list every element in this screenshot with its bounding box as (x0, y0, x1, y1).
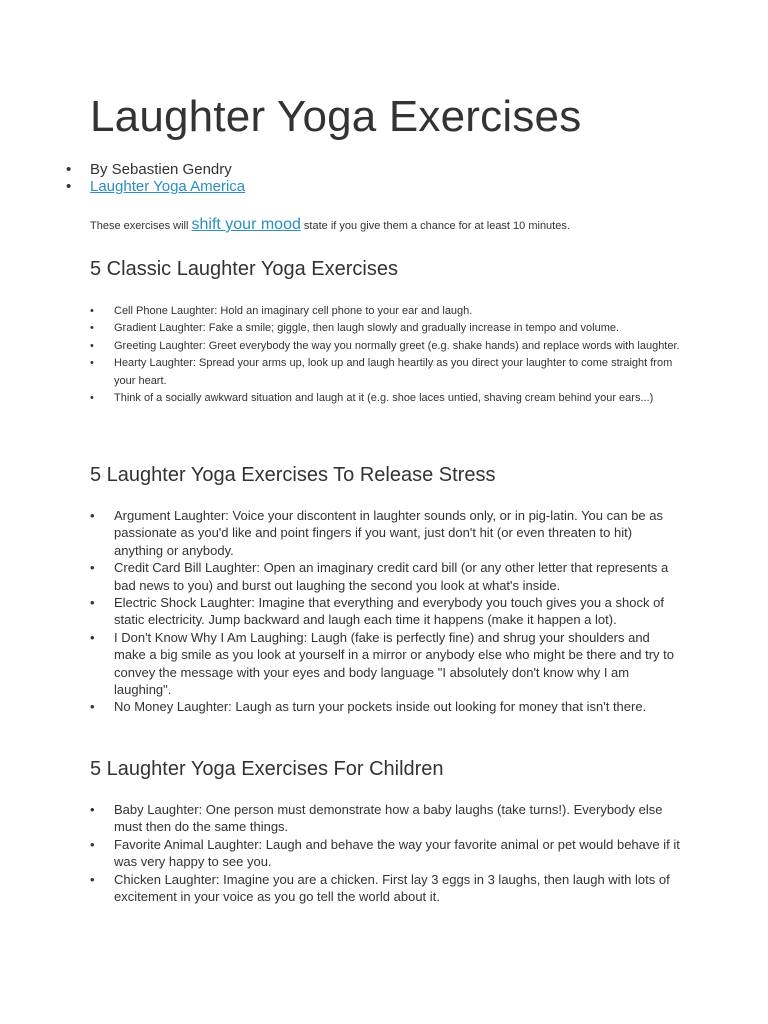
intro-text-after: state if you give them a chance for at least 10 minutes. (300, 220, 570, 232)
organization-link[interactable]: Laughter Yoga America (90, 178, 246, 195)
list-item: • Think of a socially awkward situation and laugh at it (e.g. shoe laces untied, shaving cream behind your ears...) (90, 390, 680, 407)
list-item: • Credit Card Bill Laughter: Open an imaginary credit card bill (or any other letter that represents a bad news to you) and burst out laughing the second you look at what's inside. (90, 559, 680, 594)
list-item: • Baby Laughter: One person must demonstrate how a baby laughs (take turns!). Everybody else must then do the same things. (90, 801, 680, 836)
list-item: • Gradient Laughter: Fake a smile; giggle, then laugh slowly and gradually increase in tempo and volume. (90, 320, 680, 337)
page-title: Laughter Yoga Exercises (90, 92, 582, 141)
list-item: • Greeting Laughter: Greet everybody the way you normally greet (e.g. shake hands) and replace words with laughter. (90, 338, 680, 355)
list-item: • Argument Laughter: Voice your discontent in laughter sounds only, or in pig-latin. You can be as passionate as you'd like and point fingers if you want, just don't hit (or even threaten to hit) anything or anybody. (90, 507, 680, 559)
list-item: • No Money Laughter: Laugh as turn your pockets inside out looking for money that isn't there. (90, 698, 680, 715)
section-heading-release-stress: 5 Laughter Yoga Exercises To Release Stress (90, 464, 496, 486)
intro-text-before: These exercises will (90, 220, 192, 232)
list-item: • Chicken Laughter: Imagine you are a chicken. First lay 3 eggs in 3 laughs, then laugh with lots of excitement in your voice as you go tell the world about it. (90, 871, 680, 906)
byline-author (66, 161, 245, 178)
classic-exercises-list (90, 303, 680, 407)
intro-paragraph (90, 214, 570, 237)
byline-list (66, 161, 245, 195)
list-item: • I Don't Know Why I Am Laughing: Laugh (fake is perfectly fine) and shrug your shoulders and make a big smile as you look at yourself in a mirror or anybody else who might be there and try to convey the message with your eyes and body language "I absolutely don't know why I am laughing". (90, 629, 680, 699)
shift-your-mood-link[interactable]: shift your mood (191, 216, 301, 233)
author-name: By Sebastien Gendry (90, 161, 232, 178)
children-exercises-list (90, 801, 680, 905)
section-heading-classic: 5 Classic Laughter Yoga Exercises (90, 258, 398, 280)
stress-exercises-list (90, 507, 680, 716)
list-item: • Hearty Laughter: Spread your arms up, look up and laugh heartily as you direct your laughter to come straight from your heart. (90, 355, 680, 390)
list-item: • Cell Phone Laughter: Hold an imaginary cell phone to your ear and laugh. (90, 303, 680, 320)
list-item: • Favorite Animal Laughter: Laugh and behave the way your favorite animal or pet would behave if it was very happy to see you. (90, 836, 680, 871)
section-heading-children: 5 Laughter Yoga Exercises For Children (90, 758, 444, 780)
list-item: • Electric Shock Laughter: Imagine that everything and everybody you touch gives you a shock of static electricity. Jump backward and laugh each time it happens (make it happen a lot). (90, 594, 680, 629)
byline-organization (66, 178, 245, 195)
